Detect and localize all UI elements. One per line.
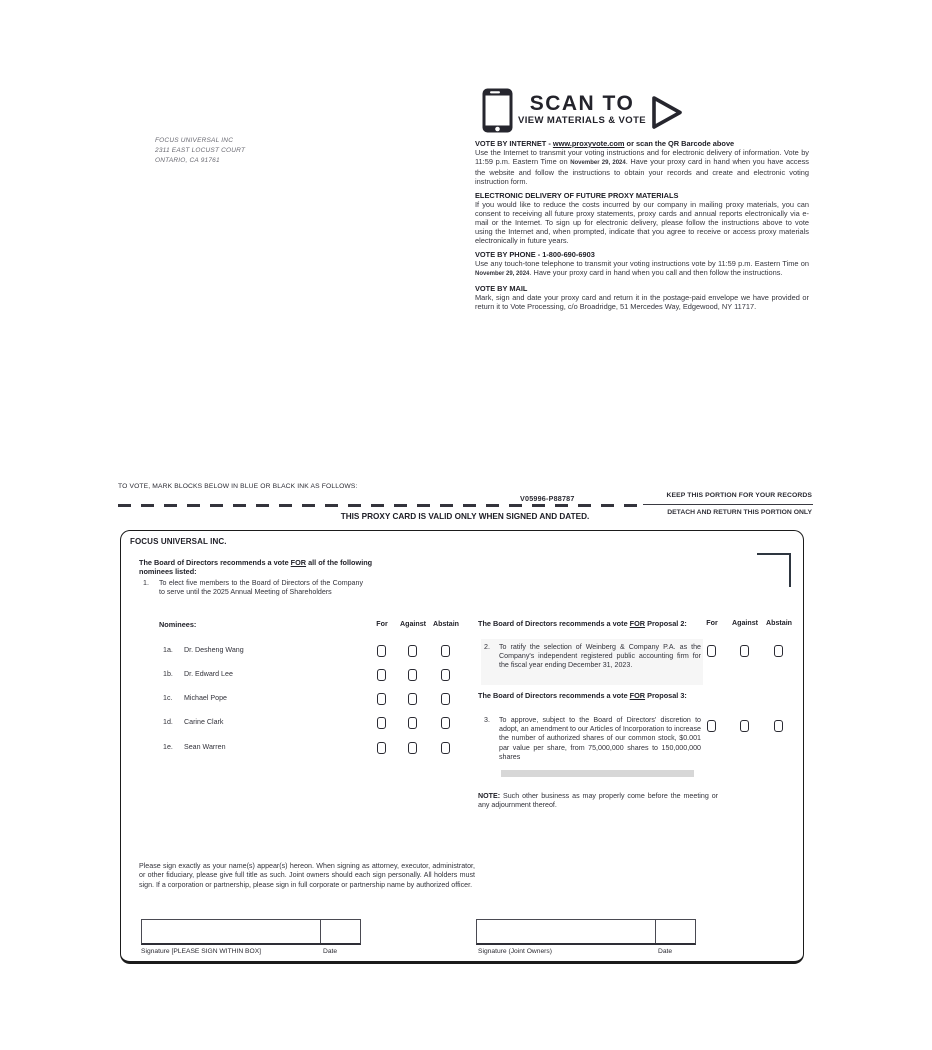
faded-text-bar xyxy=(501,770,694,777)
checkbox-abstain[interactable] xyxy=(441,717,450,729)
detach-portion-note: DETACH AND RETURN THIS PORTION ONLY xyxy=(667,509,812,516)
rec1-for: FOR xyxy=(290,558,307,567)
phone-body-start: Use any touch-tone telephone to transmit your voting instructions vote by 11:59 p.m. Eastern Time on xyxy=(475,259,809,268)
nominee-row xyxy=(121,670,481,684)
valid-when-signed-note: THIS PROXY CARD IS VALID ONLY WHEN SIGNED AND DATED. xyxy=(340,512,590,521)
column-header-abstain: Abstain xyxy=(432,620,460,628)
phone-body-end: . Have your proxy card in hand when you call and then follow the instructions. xyxy=(529,268,783,277)
vote-by-phone-body xyxy=(475,259,809,279)
scan-banner-subtitle: VIEW MATERIALS & VOTE xyxy=(517,115,647,126)
column-header-against: Against xyxy=(399,620,427,628)
nominee-name: Carine Clark xyxy=(184,718,224,726)
nominee-row xyxy=(121,646,481,660)
checkbox-against[interactable] xyxy=(408,742,417,754)
vote-by-mail-heading: VOTE BY MAIL xyxy=(475,284,528,293)
date-label: Date xyxy=(323,948,338,955)
checkbox-for[interactable] xyxy=(377,742,386,754)
keep-portion-note: KEEP THIS PORTION FOR YOUR RECORDS xyxy=(666,492,812,499)
rec1-suffix: all of the following nominees listed: xyxy=(139,558,373,577)
checkbox-abstain[interactable] xyxy=(441,693,450,705)
electronic-delivery-body: If you would like to reduce the costs incurred by our company in mailing proxy materials, you can consent to receiving all future proxy statements, proxy cards and annual reports electronically via e-mail or the Internet. To sign up for electronic delivery, please follow the instructions above to vote using the Internet and, when prompted, indicate that you agree to receive or access proxy materials electronically in future years. xyxy=(475,200,809,245)
recipient-address-line1: 2311 EAST LOCUST COURT xyxy=(155,147,246,155)
checkbox-for[interactable] xyxy=(377,717,386,729)
checkbox-against[interactable] xyxy=(408,645,417,657)
column-header-for: For xyxy=(706,619,718,627)
registration-corner-mark xyxy=(757,553,791,555)
rec2-for: FOR xyxy=(629,619,646,628)
checkbox-abstain[interactable] xyxy=(441,645,450,657)
signature-primary-label: Signature [PLEASE SIGN WITHIN BOX] xyxy=(141,948,262,955)
checkbox-abstain[interactable] xyxy=(441,669,450,681)
nominee-name: Sean Warren xyxy=(184,743,226,751)
proposal2-number: 2. xyxy=(484,643,490,651)
checkbox-abstain[interactable] xyxy=(774,720,783,732)
signature-joint-label: Signature (Joint Owners) xyxy=(478,948,552,955)
proposal3-text: To approve, subject to the Board of Directors' discretion to adopt, an amendment to our Articles of Incorporation to increase the number of authorized shares of our common stock, $0.001 par value per share, from 75,000,000 shares to 150,000,000 shares xyxy=(499,716,701,761)
mark-blocks-instruction: TO VOTE, MARK BLOCKS BELOW IN BLUE OR BLACK INK AS FOLLOWS: xyxy=(118,483,358,490)
proposal3-recommendation xyxy=(478,691,718,700)
signature-date-divider xyxy=(655,920,656,943)
proxy-card xyxy=(120,530,804,964)
internet-heading-suffix: or scan the QR Barcode above xyxy=(624,139,735,148)
rec3-prefix: The Board of Directors recommends a vote xyxy=(478,691,630,700)
checkbox-against[interactable] xyxy=(740,720,749,732)
recipient-name: FOCUS UNIVERSAL INC xyxy=(155,137,234,144)
checkbox-against[interactable] xyxy=(408,717,417,729)
other-business-note xyxy=(478,792,718,810)
nominee-id: 1d. xyxy=(163,718,173,726)
recipient-address xyxy=(155,136,245,166)
vote-by-internet-heading xyxy=(475,139,809,148)
nominee-row xyxy=(121,694,481,708)
checkbox-abstain[interactable] xyxy=(441,742,450,754)
control-number: V05996-P88787 xyxy=(520,494,575,503)
keep-portion-underline xyxy=(643,504,813,505)
column-header-for: For xyxy=(376,620,388,628)
checkbox-for[interactable] xyxy=(377,669,386,681)
nominee-id: 1c. xyxy=(163,694,173,702)
signature-instructions: Please sign exactly as your name(s) appear(s) hereon. When signing as attorney, executor, administrator, or other fiduciary, please give full title as such. Joint owners should each sign personally. All holders must sign. If a corporation or partnership, please sign in full corporate or partnership name by authorized officer. xyxy=(139,862,475,889)
nominee-name: Dr. Desheng Wang xyxy=(184,646,244,654)
nominee-name: Michael Pope xyxy=(184,694,227,702)
registration-corner-mark xyxy=(789,553,791,587)
column-header-abstain: Abstain xyxy=(765,619,793,627)
scan-banner xyxy=(517,93,647,126)
checkbox-against[interactable] xyxy=(740,645,749,657)
nominee-id: 1e. xyxy=(163,743,173,751)
recipient-address-line2: ONTARIO, CA 91761 xyxy=(155,157,220,165)
proposal3-number: 3. xyxy=(484,716,490,724)
detach-dashed-line xyxy=(118,504,640,507)
proposal1-text: To elect five members to the Board of Directors of the Company to serve until the 2025 Annual Meeting of Shareholders xyxy=(159,579,363,597)
checkbox-abstain[interactable] xyxy=(774,645,783,657)
note-text: Such other business as may properly come before the meeting or any adjournment thereof. xyxy=(478,792,718,810)
internet-deadline: November 29, 2024 xyxy=(570,160,626,166)
checkbox-against[interactable] xyxy=(408,693,417,705)
nominee-id: 1b. xyxy=(163,670,173,678)
proposal1-recommendation xyxy=(139,558,379,577)
voting-instructions xyxy=(475,139,809,316)
nominees-label: Nominees: xyxy=(159,620,197,629)
rec2-suffix: Proposal 2: xyxy=(645,619,687,628)
checkbox-for[interactable] xyxy=(707,645,716,657)
smartphone-icon xyxy=(481,87,514,139)
nominee-id: 1a. xyxy=(163,646,173,654)
phone-deadline: November 29, 2024 xyxy=(475,271,530,277)
note-label: NOTE: xyxy=(478,792,501,800)
scan-banner-title: SCAN TO xyxy=(529,92,635,115)
internet-body-end: . Have your proxy card in hand when you have access the website and follow the instructions to obtain your records and create and electronic voting instruction form. xyxy=(475,157,809,186)
proxyvote-link[interactable]: www.proxyvote.com xyxy=(552,139,625,148)
rec3-suffix: Proposal 3: xyxy=(645,691,687,700)
electronic-delivery-heading: ELECTRONIC DELIVERY OF FUTURE PROXY MATERIALS xyxy=(475,191,679,200)
vote-by-mail-body: Mark, sign and date your proxy card and return it in the postage-paid envelope we have provided or return it to Vote Processing, c/o Broadridge, 51 Mercedes Way, Edgewood, NY 11717. xyxy=(475,293,809,311)
signature-box-joint[interactable] xyxy=(476,919,696,945)
internet-heading-prefix: VOTE BY INTERNET - xyxy=(475,139,553,148)
nominee-row xyxy=(121,718,481,732)
rec2-prefix: The Board of Directors recommends a vote xyxy=(478,619,630,628)
signature-box-primary[interactable] xyxy=(141,919,361,945)
vote-by-internet-body xyxy=(475,148,809,186)
signature-date-divider xyxy=(320,920,321,943)
date-label: Date xyxy=(658,948,673,955)
proposal1-number: 1. xyxy=(143,579,149,587)
nominee-row xyxy=(121,743,481,757)
arrow-right-icon xyxy=(650,94,684,136)
rec1-prefix: The Board of Directors recommends a vote xyxy=(139,558,291,567)
proposal2-text: To ratify the selection of Weinberg & Company P.A. as the Company's independent registered public accounting firm for the fiscal year ending December 31, 2023. xyxy=(499,643,701,670)
card-company-name: FOCUS UNIVERSAL INC. xyxy=(130,537,227,546)
checkbox-for[interactable] xyxy=(377,693,386,705)
vote-by-phone-heading: VOTE BY PHONE - 1-800-690-6903 xyxy=(475,250,595,259)
checkbox-for[interactable] xyxy=(377,645,386,657)
checkbox-for[interactable] xyxy=(707,720,716,732)
checkbox-against[interactable] xyxy=(408,669,417,681)
proposal2-recommendation xyxy=(478,619,718,628)
column-header-against: Against xyxy=(731,619,759,627)
rec3-for: FOR xyxy=(629,691,646,700)
nominee-name: Dr. Edward Lee xyxy=(184,670,233,678)
internet-body-start: Use the Internet to transmit your voting instructions and for electronic delivery of information. Vote by 11:59 p.m. Eastern Time on xyxy=(475,148,809,166)
